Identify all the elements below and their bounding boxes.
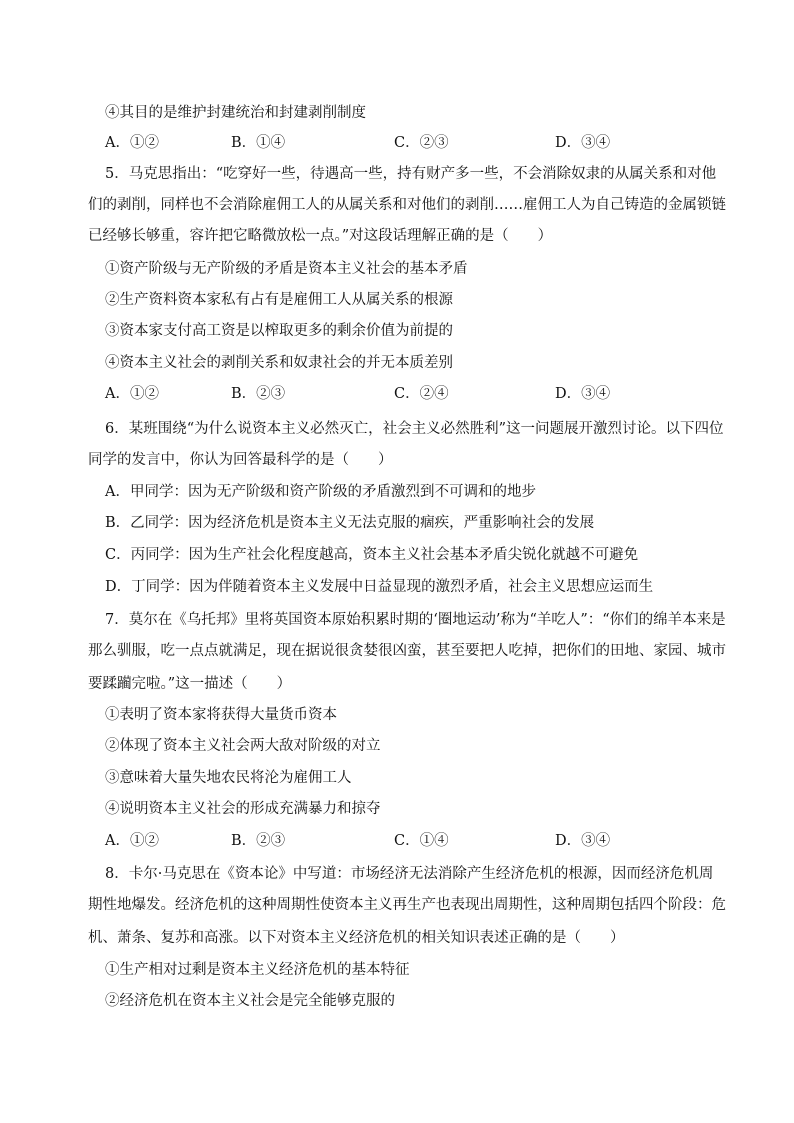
q5-statement-4: ④资本主义社会的剥削关系和奴隶社会的并无本质差别: [105, 355, 453, 371]
q7-option-a[interactable]: A．①②: [105, 833, 159, 849]
q5-statement-1: ①资产阶级与无产阶级的矛盾是资本主义社会的基本矛盾: [105, 261, 468, 277]
q6-choice-d[interactable]: D．丁同学：因为伴随着资本主义发展中日益显现的激烈矛盾，社会主义思想应运而生: [105, 579, 654, 595]
q6-stem-line-2: 同学的发言中，你认为回答最科学的是（ ）: [88, 452, 393, 468]
q6-choice-c[interactable]: C．丙同学：因为生产社会化程度越高，资本主义社会基本矛盾尖锐化就越不可避免: [105, 547, 639, 563]
q7-statement-2: ②体现了资本主义社会两大敌对阶级的对立: [105, 738, 381, 754]
q7-stem-line-2: 那么驯服，吃一点点就满足，现在据说很贪婪很凶蛮，甚至要把人吃掉，把你们的田地、家园、城市: [88, 643, 726, 659]
q5-statement-3: ③资本家支付高工资是以榨取更多的剩余价值为前提的: [105, 323, 453, 339]
q5-option-a[interactable]: A．①②: [105, 386, 159, 402]
q5-stem-line-1: 5．马克思指出：“吃穿好一些，待遇高一些，持有财产多一些，不会消除奴隶的从属关系和对他: [105, 166, 717, 182]
q8-statement-1: ①生产相对过剩是资本主义经济危机的基本特征: [105, 962, 410, 978]
q4-option-b[interactable]: B．①④: [231, 135, 286, 151]
q7-options: [105, 831, 665, 851]
q5-option-d[interactable]: D．③④: [555, 386, 611, 402]
q8-stem-line-2: 期性地爆发。经济危机的这种周期性使资本主义再生产也表现出周期性，这种周期包括四个阶段：危: [88, 897, 726, 913]
q4-options: [105, 133, 665, 153]
q8-stem-line-1: 8．卡尔·马克思在《资本论》中写道：市场经济无法消除产生经济危机的根源，因而经济危机周: [105, 866, 714, 882]
q8-stem-line-3: 机、萧条、复苏和高涨。以下对资本主义经济危机的相关知识表述正确的是（ ）: [88, 930, 625, 946]
q7-statement-4: ④说明资本主义社会的形成充满暴力和掠夺: [105, 801, 381, 817]
q4-statement-4: ④其目的是维护封建统治和封建剥削制度: [105, 105, 366, 121]
q6-stem-line-1: 6．某班围绕“为什么说资本主义必然灭亡，社会主义必然胜利”这一问题展开激烈讨论。以下四位: [105, 421, 724, 437]
q5-option-c[interactable]: C．②④: [394, 386, 449, 402]
q7-option-d[interactable]: D．③④: [555, 833, 611, 849]
q5-statement-2: ②生产资料资本家私有占有是雇佣工人从属关系的根源: [105, 292, 453, 308]
q4-option-c[interactable]: C．②③: [394, 135, 449, 151]
q7-option-c[interactable]: C．①④: [394, 833, 449, 849]
q5-stem-line-3: 已经够长够重，容许把它略微放松一点。”对这段话理解正确的是（ ）: [88, 228, 553, 244]
q5-options: [105, 384, 665, 404]
q5-stem-line-2: 们的剥削，同样也不会消除雇佣工人的从属关系和对他们的剥削……雇佣工人为自己铸造的金属锁链: [88, 197, 726, 213]
q6-choice-b[interactable]: B．乙同学：因为经济危机是资本主义无法克服的痼疾，严重影响社会的发展: [105, 515, 595, 531]
q7-stem-line-1: 7．莫尔在《乌托邦》里将英国资本原始积累时期的‘圈地运动’称为“羊吃人”：“你们的绵羊本来是: [105, 612, 726, 628]
q4-option-d[interactable]: D．③④: [555, 135, 611, 151]
q7-stem-line-3: 要蹂躏完啦。”这一描述（ ）: [88, 676, 292, 692]
q7-statement-3: ③意味着大量失地农民将沦为雇佣工人: [105, 770, 352, 786]
q6-choice-a[interactable]: A．甲同学：因为无产阶级和资产阶级的矛盾激烈到不可调和的地步: [105, 484, 536, 500]
q4-option-a[interactable]: A．①②: [105, 135, 159, 151]
q5-option-b[interactable]: B．②③: [231, 386, 286, 402]
q8-statement-2: ②经济危机在资本主义社会是完全能够克服的: [105, 993, 395, 1009]
q7-statement-1: ①表明了资本家将获得大量货币资本: [105, 707, 337, 723]
q7-option-b[interactable]: B．②③: [231, 833, 286, 849]
